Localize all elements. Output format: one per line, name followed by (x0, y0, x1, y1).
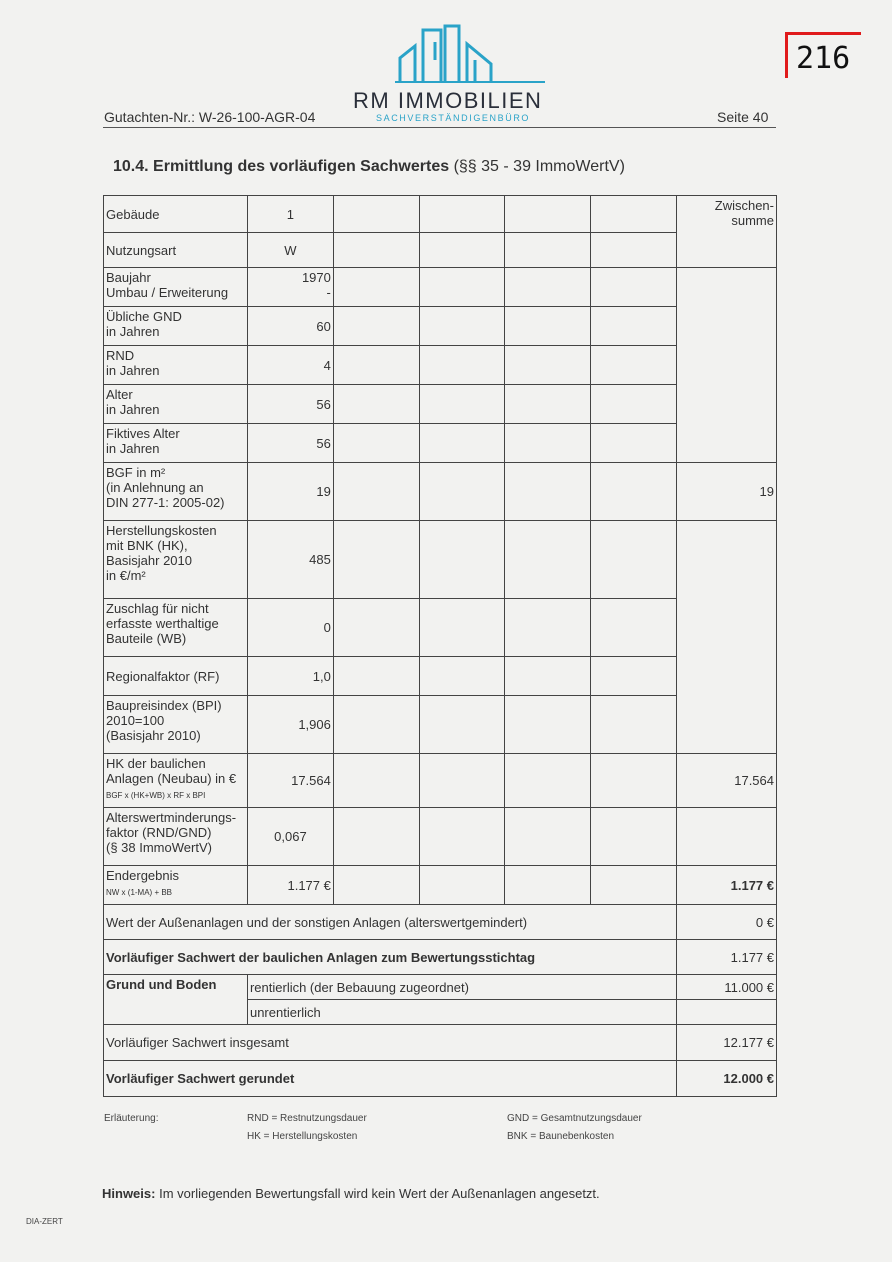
row-alterswertminderung (104, 808, 777, 866)
value-hk-baulich: 17.564 (247, 754, 333, 808)
sum-cell-empty-2 (677, 521, 777, 754)
label-vorlaeufiger-sachwert-bau: Vorläufiger Sachwert der baulichen Anlagen zum Bewertungsstichtag (104, 940, 677, 975)
value-nutzungsart: W (247, 233, 333, 268)
row-baujahr (104, 268, 777, 307)
legend-label: Erläuterung: (104, 1113, 159, 1124)
value-regionalfaktor: 1,0 (247, 657, 333, 696)
value-baupreisindex: 1,906 (247, 696, 333, 754)
label-herstellungskosten: Herstellungskosten mit BNK (HK), Basisjahr 2010 in €/m² (104, 521, 248, 599)
value-gnd: 60 (247, 307, 333, 346)
row-endergebnis (104, 866, 777, 905)
label-bgf: BGF in m² (in Anlehnung an DIN 277-1: 2005-02) (104, 463, 248, 521)
row-aussenanlagen (104, 905, 777, 940)
value-unrentierlich (677, 1000, 777, 1025)
section-title: 10.4. Ermittlung des vorläufigen Sachwertes (§§ 35 - 39 ImmoWertV) (113, 158, 625, 175)
label-sachwert-insgesamt: Vorläufiger Sachwert insgesamt (104, 1025, 677, 1061)
sum-cell-empty (677, 268, 777, 463)
brand-name: RM IMMOBILIEN (353, 88, 543, 113)
row-alter (104, 385, 777, 424)
legend-rnd: RND = Restnutzungsdauer (247, 1113, 367, 1124)
label-gnd: Übliche GND in Jahren (104, 307, 248, 346)
value-aussenanlagen: 0 € (677, 905, 777, 940)
value-bgf: 19 (247, 463, 333, 521)
row-herstellungskosten (104, 521, 777, 599)
page-badge-edge (858, 32, 861, 80)
value-sachwert-gerundet: 12.000 € (677, 1061, 777, 1097)
value-alter: 56 (247, 385, 333, 424)
sum-bgf: 19 (677, 463, 777, 521)
row-rnd (104, 346, 777, 385)
label-gebaeude: Gebäude (104, 196, 248, 233)
label-rnd: RND in Jahren (104, 346, 248, 385)
label-fiktives-alter: Fiktives Alter in Jahren (104, 424, 248, 463)
value-fiktives-alter: 56 (247, 424, 333, 463)
label-endergebnis: Endergebnis NW x (1-MA) + BB (104, 866, 248, 905)
value-sachwert-insgesamt: 12.177 € (677, 1025, 777, 1061)
row-fiktives-alter (104, 424, 777, 463)
value-alterswertminderung: 0,067 (247, 808, 333, 866)
sum-endergebnis: 1.177 € (677, 866, 777, 905)
label-alterswertminderung: Alterswertminderungs- faktor (RND/GND) (§ 38 ImmoWertV) (104, 808, 248, 866)
value-rentierlich: 11.000 € (677, 975, 777, 1000)
value-baujahr: 1970 - (247, 268, 333, 307)
value-zuschlag: 0 (247, 599, 333, 657)
legend-gnd: GND = Gesamtnutzungsdauer (507, 1113, 642, 1124)
label-unrentierlich: unrentierlich (247, 1000, 676, 1025)
label-rentierlich: rentierlich (der Bebauung zugeordnet) (247, 975, 676, 1000)
value-vorlaeufiger-sachwert-bau: 1.177 € (677, 940, 777, 975)
row-sachwert-gerundet (104, 1061, 777, 1097)
brand-subtitle: SACHVERSTÄNDIGENBÜRO (376, 113, 531, 123)
row-sachwert-insgesamt (104, 1025, 777, 1061)
city-buildings-icon (395, 20, 545, 86)
row-vorlaeufiger-sachwert-bau (104, 940, 777, 975)
label-grund-und-boden: Grund und Boden (104, 975, 248, 1025)
document-number: Gutachten-Nr.: W-26-100-AGR-04 (104, 109, 316, 125)
row-zuschlag (104, 599, 777, 657)
label-nutzungsart: Nutzungsart (104, 233, 248, 268)
footer-mark: DIA-ZERT (26, 1217, 63, 1226)
page-number: Seite 40 (717, 109, 769, 125)
legend-hk: HK = Herstellungskosten (247, 1131, 358, 1142)
hint-text: Hinweis: Im vorliegenden Bewertungsfall wird kein Wert der Außenanlagen angesetzt. (102, 1186, 600, 1201)
label-baupreisindex: Baupreisindex (BPI) 2010=100 (Basisjahr 2010) (104, 696, 248, 754)
legend-bnk: BNK = Baunebenkosten (507, 1131, 615, 1142)
sum-hk-baulich: 17.564 (677, 754, 777, 808)
row-baupreisindex (104, 696, 777, 754)
label-baujahr: Baujahr Umbau / Erweiterung (104, 268, 248, 307)
row-bgf (104, 463, 777, 521)
row-grund-rentierlich (104, 975, 777, 1000)
label-zuschlag: Zuschlag für nicht erfasste werthaltige Bauteile (WB) (104, 599, 248, 657)
label-alter: Alter in Jahren (104, 385, 248, 424)
label-aussenanlagen: Wert der Außenanlagen und der sonstigen Anlagen (alterswertgemindert) (104, 905, 677, 940)
label-sachwert-gerundet: Vorläufiger Sachwert gerundet (104, 1061, 677, 1097)
row-regionalfaktor (104, 657, 777, 696)
value-gebaeude: 1 (247, 196, 333, 233)
header-divider (103, 127, 776, 128)
row-gebaeude (104, 196, 777, 233)
page-badge: 216 (785, 32, 861, 78)
value-rnd: 4 (247, 346, 333, 385)
sachwert-table (103, 195, 777, 1097)
label-hk-baulich: HK der baulichen Anlagen (Neubau) in € BGF x (HK+WB) x RF x BPI (104, 754, 248, 808)
value-endergebnis: 1.177 € (247, 866, 333, 905)
row-hk-baulich (104, 754, 777, 808)
header-zwischensumme: Zwischen- summe (677, 196, 777, 268)
row-gnd (104, 307, 777, 346)
value-herstellungskosten: 485 (247, 521, 333, 599)
label-regionalfaktor: Regionalfaktor (RF) (104, 657, 248, 696)
row-nutzungsart (104, 233, 777, 268)
